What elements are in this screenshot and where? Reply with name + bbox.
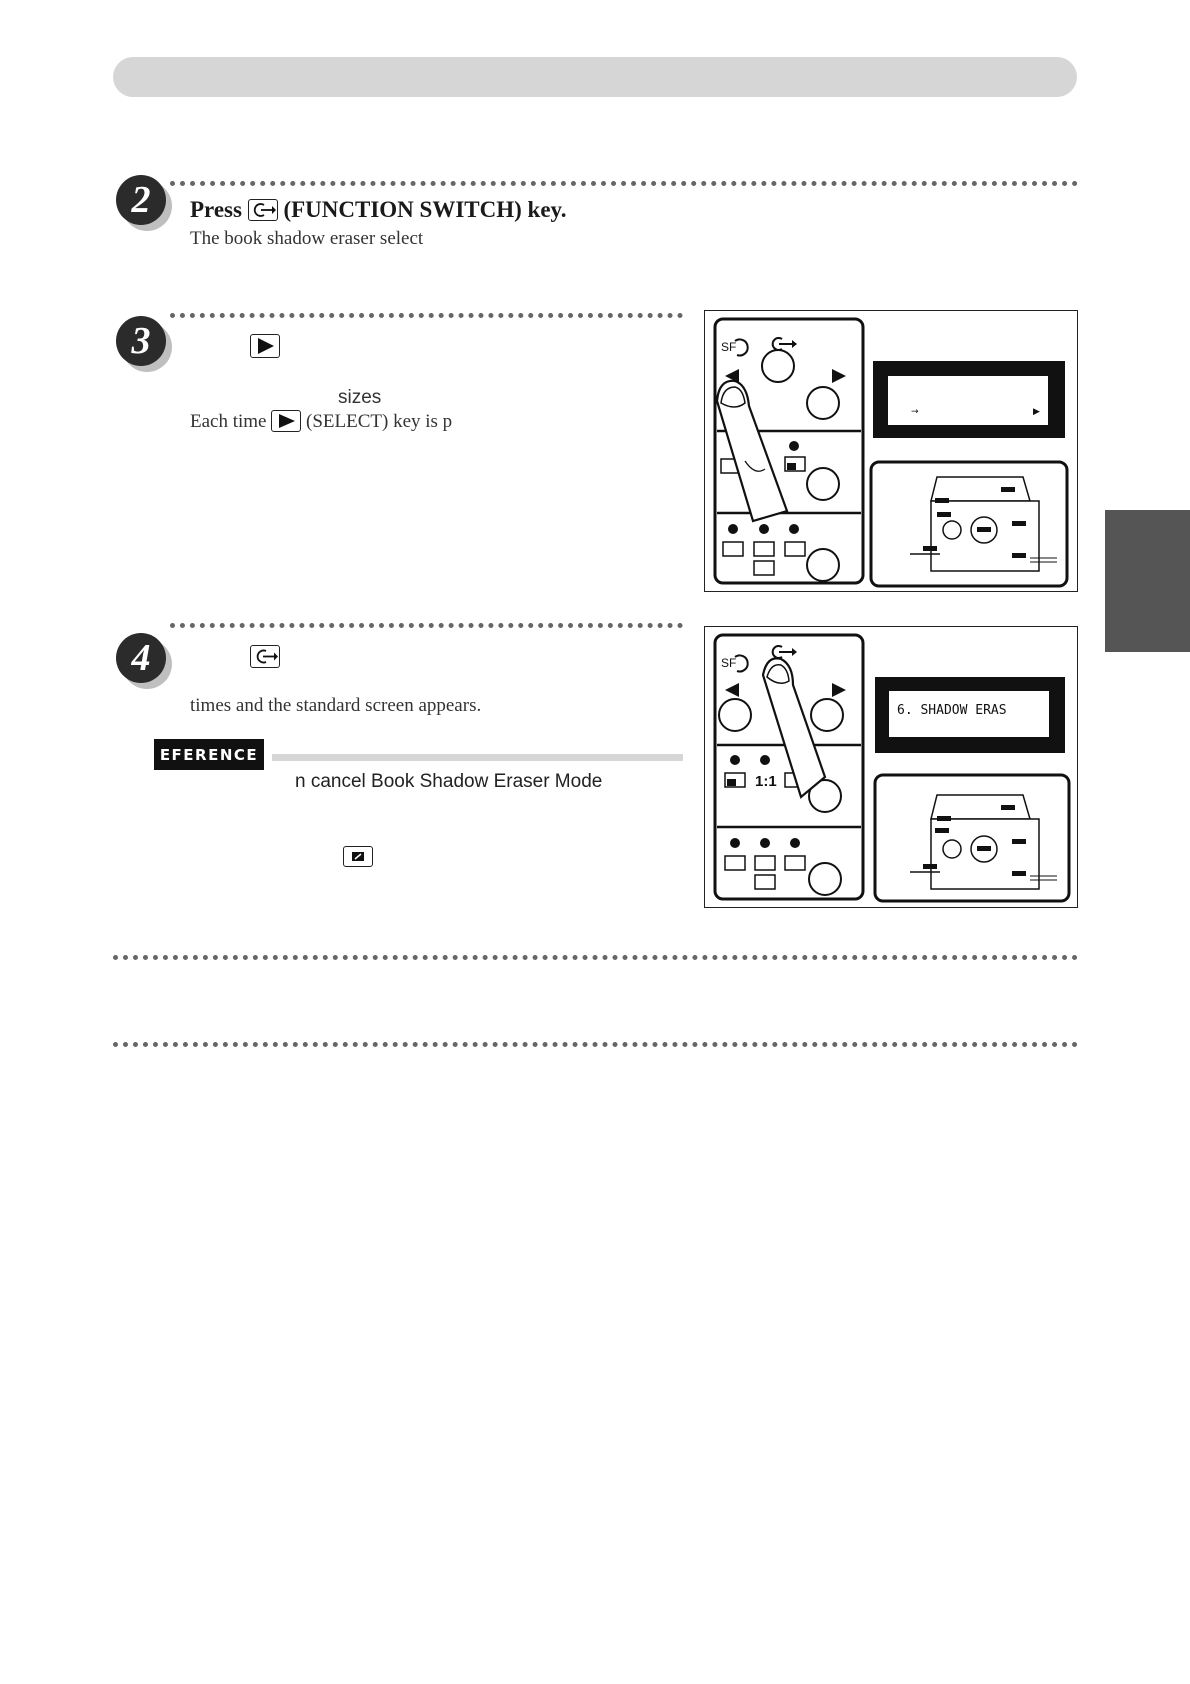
lcd-text: 6. SHADOW ERAS xyxy=(897,703,1007,718)
step-3-divider xyxy=(170,313,683,318)
figure-step-3 xyxy=(704,310,1078,592)
select-arrow-icon xyxy=(271,410,301,432)
step-4-badge: 4 xyxy=(116,633,166,683)
lcd-arrow-right: ▶ xyxy=(1033,407,1040,417)
figure-step-4 xyxy=(704,626,1078,908)
lcd-arrow-left: → xyxy=(911,407,919,417)
step-2-divider xyxy=(170,181,1078,186)
reference-text: n cancel Book Shadow Eraser Mode xyxy=(295,771,603,792)
function-switch-icon xyxy=(248,199,278,221)
sf-label: SF xyxy=(721,656,737,670)
header-bar xyxy=(113,57,1077,97)
step-3-body-suffix: (SELECT) key is p xyxy=(306,411,453,432)
ratio-label: 1:1 xyxy=(755,773,777,790)
step-3-badge: 3 xyxy=(116,316,166,366)
eraser-icon xyxy=(343,846,373,867)
select-arrow-icon xyxy=(250,334,280,358)
step-4-body: times and the standard screen appears. xyxy=(190,695,482,716)
section-divider-1 xyxy=(113,955,1078,960)
reference-rule xyxy=(272,754,683,761)
section-divider-2 xyxy=(113,1042,1078,1047)
step-2-badge: 2 xyxy=(116,175,166,225)
sf-label: SF xyxy=(721,340,737,354)
step-3-body-prefix: Each time xyxy=(190,411,267,432)
step-2-body: The book shadow eraser select xyxy=(190,228,424,249)
step-2-title-suffix: (FUNCTION SWITCH) key. xyxy=(283,197,567,222)
function-switch-icon xyxy=(250,645,280,668)
chapter-tab xyxy=(1105,510,1190,652)
step-4-divider xyxy=(170,623,683,628)
step-3-sizes-text: sizes xyxy=(338,387,382,408)
step-3-body xyxy=(190,411,452,434)
reference-badge: EFERENCE xyxy=(154,739,264,770)
step-2-title xyxy=(190,197,567,223)
step-2-title-prefix: Press xyxy=(190,197,242,222)
